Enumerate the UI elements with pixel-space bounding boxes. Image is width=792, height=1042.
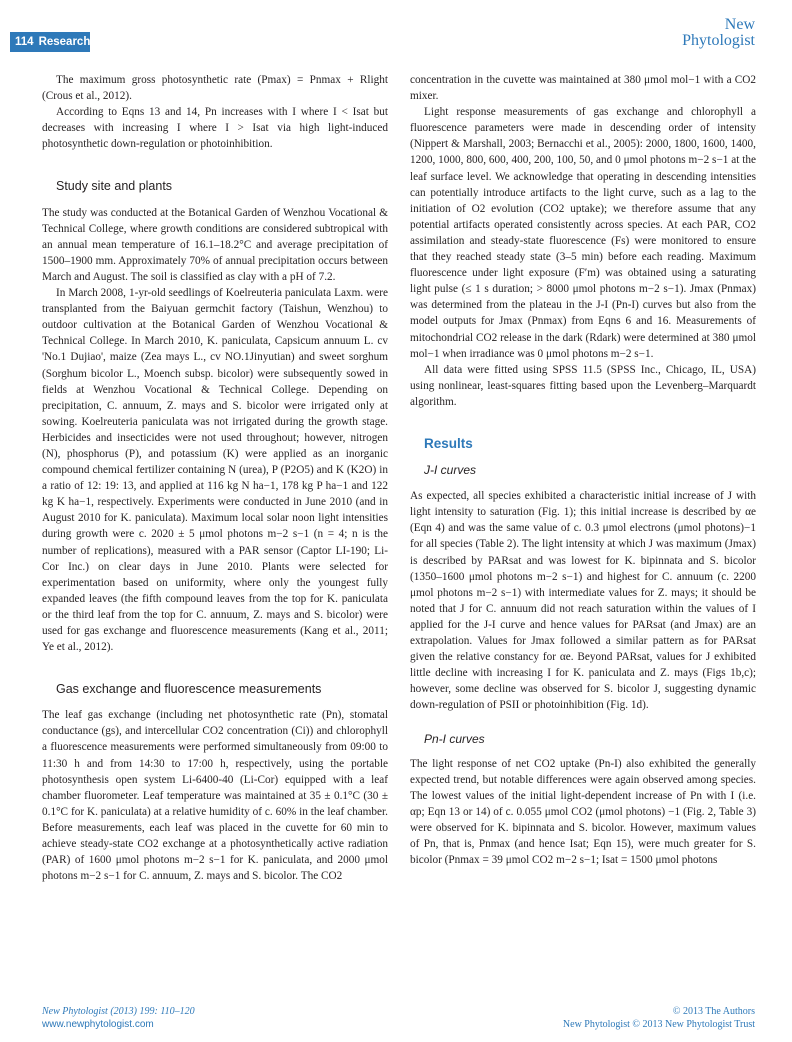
brand-line-1: New	[724, 16, 755, 33]
journal-url[interactable]: www.newphytologist.com	[42, 1019, 154, 1030]
section-label: Research	[38, 36, 91, 48]
paragraph: In March 2008, 1-yr-old seedlings of Koelreuteria paniculata Laxm. were transplanted from the Baiyuan germchit factory (Taishun, Wenzhou) to outdoor cultivation at the Botanical Garden of Wenzhou Vocational & Technical College. In March 2010, K. paniculata, Capsicum annuum L. cv 'No.1 Dujiao', maize (Zea mays L., cv NO.1Jinyutian) and sweet sorghum (Sorghum bicolor L., Moench subsp. bicolor) were subsequently sowed in fields at Wenzhou Vocational & Technical College. Depending on precipitation, C. annuum, Z. mays and S. bicolor were irrigated only at sowing. Koelreuteria paniculata was not irrigated during the growth stage. Herbicides and insecticides were not used throughout; however, nitrogen (N), phosphorus (P), and potassium (K) were applied as an inorganic compound chemical fertilizer containing N (urea), P (P2O5) and K (K2O) in a ratio of 12: 19: 13, and applied at 116 kg N ha−1, 178 kg P ha−1 and 122 kg K ha−1, respectively. Experiments were conducted in June 2010 (and in August 2010 for K. paniculata). Maximum local solar noon light intensities during growth were c. 2020 ± 5 μmol photons m−2 s−1 (n = 4; n is the number of replications), measured with a PAR sensor (Captor LI-190; Li-Cor Inc.) on clear days in June 2010. Plants were selected for experimentation based on uniformity, where only the youngest fully expanded leaves (the fifth compound leaves from the top for K. paniculata or the third leaf from the top for C. annuum, Z. mays and S. bicolor) were used for gas exchange and fluorescence measurements (Kang et al., 2011; Ye et al., 2012).	[42, 287, 388, 654]
paragraph: concentration in the cuvette was maintained at 380 μmol mol−1 with a CO2 mixer.	[410, 74, 756, 103]
section-heading: Study site and plants	[56, 179, 173, 194]
paragraph: The maximum gross photosynthetic rate (Pmax) = Pnmax + Rlight (Crous et al., 2012).	[42, 74, 388, 103]
copyright-authors: © 2013 The Authors	[672, 1006, 755, 1017]
paragraph: The study was conducted at the Botanical Garden of Wenzhou Vocational & Technical College, where growth conditions are considered subtropical with an annual mean temperature of 16.1–18.2°C and average precipitation of 1500–1900 mm. Approximately 70% of annual precipitation occurs between March and August. The soil is classified as clay with a pH of 7.2.	[42, 206, 388, 283]
paragraph: The leaf gas exchange (including net photosynthetic rate (Pn), stomatal conductance (gs), and intercellular CO2 concentration (Ci)) and chlorophyll a fluorescence measurements were performed simultaneously from 09:00 to 11:30 h and from 14:30 to 17:00 h, respectively, using the portable photosynthesis open system Li-6400-40 (Li-Cor) equipped with a leaf chamber fluorometer. Leaf temperature was maintained at 35 ± 0.1°C (30 ± 0.1°C for K. paniculata) at a relative humidity of c. 60% in the leaf chamber. Before measurements, each leaf was placed in the cuvette for 60 min to achieve steady-state CO2 exchange at a photosynthetically active radiation (PAR) of 1600 μmol photons m−2 s−1 for K. paniculata, and 2000 μmol photons m−2 s−1 for C. annuum, Z. mays and S. bicolor. The CO2	[42, 709, 388, 883]
paragraph: According to Eqns 13 and 14, Pn increases with I where I < Isat but decreases with increasing I where I > Isat via high light-induced photosynthetic down-regulation or photoinhibition.	[42, 106, 388, 151]
footer-right	[563, 1005, 755, 1031]
results-heading: Results	[424, 435, 473, 451]
footer-left	[42, 1005, 195, 1031]
copyright-trust: New Phytologist © 2013 New Phytologist Trust	[562, 1019, 755, 1030]
journal-citation: New Phytologist (2013) 199: 110–120	[42, 1006, 195, 1017]
journal-logo	[682, 17, 755, 49]
subsection-heading: Pn-I curves	[424, 732, 485, 747]
paragraph: All data were fitted using SPSS 11.5 (SPSS Inc., Chicago, IL, USA) using nonlinear, least-squares fitting based upon the Levenberg–Marquardt algorithm.	[410, 363, 756, 408]
page-number: 114	[15, 36, 34, 48]
paragraph: Light response measurements of gas exchange and chlorophyll a fluorescence parameters were made in descending order of intensity (Nippert & Marshall, 2003; Bernacchi et al., 2005): 2000, 1800, 1600, 1400, 1200, 1000, 800, 600, 400, 200, 100, 50, and 0 μmol photons m−2 s−1 at the leaf surface level. We acknowledge that operating in descending intensities can potentially introduce artifacts to the light curve, such as a lag to the initiation of O2 evolution (CO2 uptake); we therefore assume that any potential artifacts operated consistently across species. At each PAR, CO2 assimilation and steady-state fluorescence (Fs) were monitored to ensure that they reached steady state (3–5 min) before each reading. Maximum fluorescence under light exposure (F′m) was obtained using a saturating light pulse (≤ 1 s duration; > 8000 μmol photons m−2 s−1). Jmax (Pnmax) was determined from the plateau in the J-I (Pn-I) curves but also from the model outputs for Jmax (Pnmax) from Eqns 6 and 16. Measurements of mitochondrial CO2 release in the dark (Rdark) were determined at 380 μmol mol−1 when irradiance was 0 μmol photons m−2 s−1.	[410, 106, 756, 360]
page-badge	[10, 32, 90, 52]
brand-line-2: Phytologist	[682, 32, 755, 49]
section-heading: Gas exchange and fluorescence measurements	[56, 682, 322, 697]
paragraph: The light response of net CO2 uptake (Pn-I) also exhibited the generally expected trend, but notable differences were again observed among species. The lowest values of the initial light-dependent increase of Pn with I (i.e. αp; Eqn 13 or 14) of c. 0.055 μmol CO2 (μmol photons) −1 (Fig. 2, Table 3) were observed for K. bipinnata and S. bicolor. However, maximum values of Pn, that is, Pnmax (and hence Isat; Eqn 15), were much greater for S. bicolor (Pnmax = 39 μmol CO2 m−2 s−1; Isat = 1500 μmol photons	[410, 757, 756, 867]
left-column	[42, 72, 388, 884]
right-column	[410, 72, 756, 868]
subsection-heading: J-I curves	[424, 463, 477, 478]
paragraph: As expected, all species exhibited a characteristic initial increase of J with light intensity to saturation (Fig. 1); this initial increase is described by αe (Eqn 4) and was the same value of c. 0.3 μmol electrons (μmol photons)−1 for all species (Table 2). The light intensity at which J was maximum (Jmax) is described by PARsat and was lowest for K. bipinnata and S. bicolor (1350–1600 μmol photons m−2 s−1) and highest for C. annuum (c. 2200 μmol photons m−2 s−1) with intermediate values for Z. mays; it should be noted that J for C. annuum did not reach saturation within the values of I applied for the J-I curve and hence values for PARsat (and Jmax) are an extrapolation. Values for Jmax followed a similar pattern as for PARsat given the relative constancy for αe. Beyond PARsat, values for J exhibited little decline with increasing I for K. paniculata and Z. mays (Figs 1b,c); however, some decline was observed for S. bicolor J, suggesting dynamic down-regulation of PSII or photoinhibition (Fig. 1d).	[410, 490, 756, 712]
